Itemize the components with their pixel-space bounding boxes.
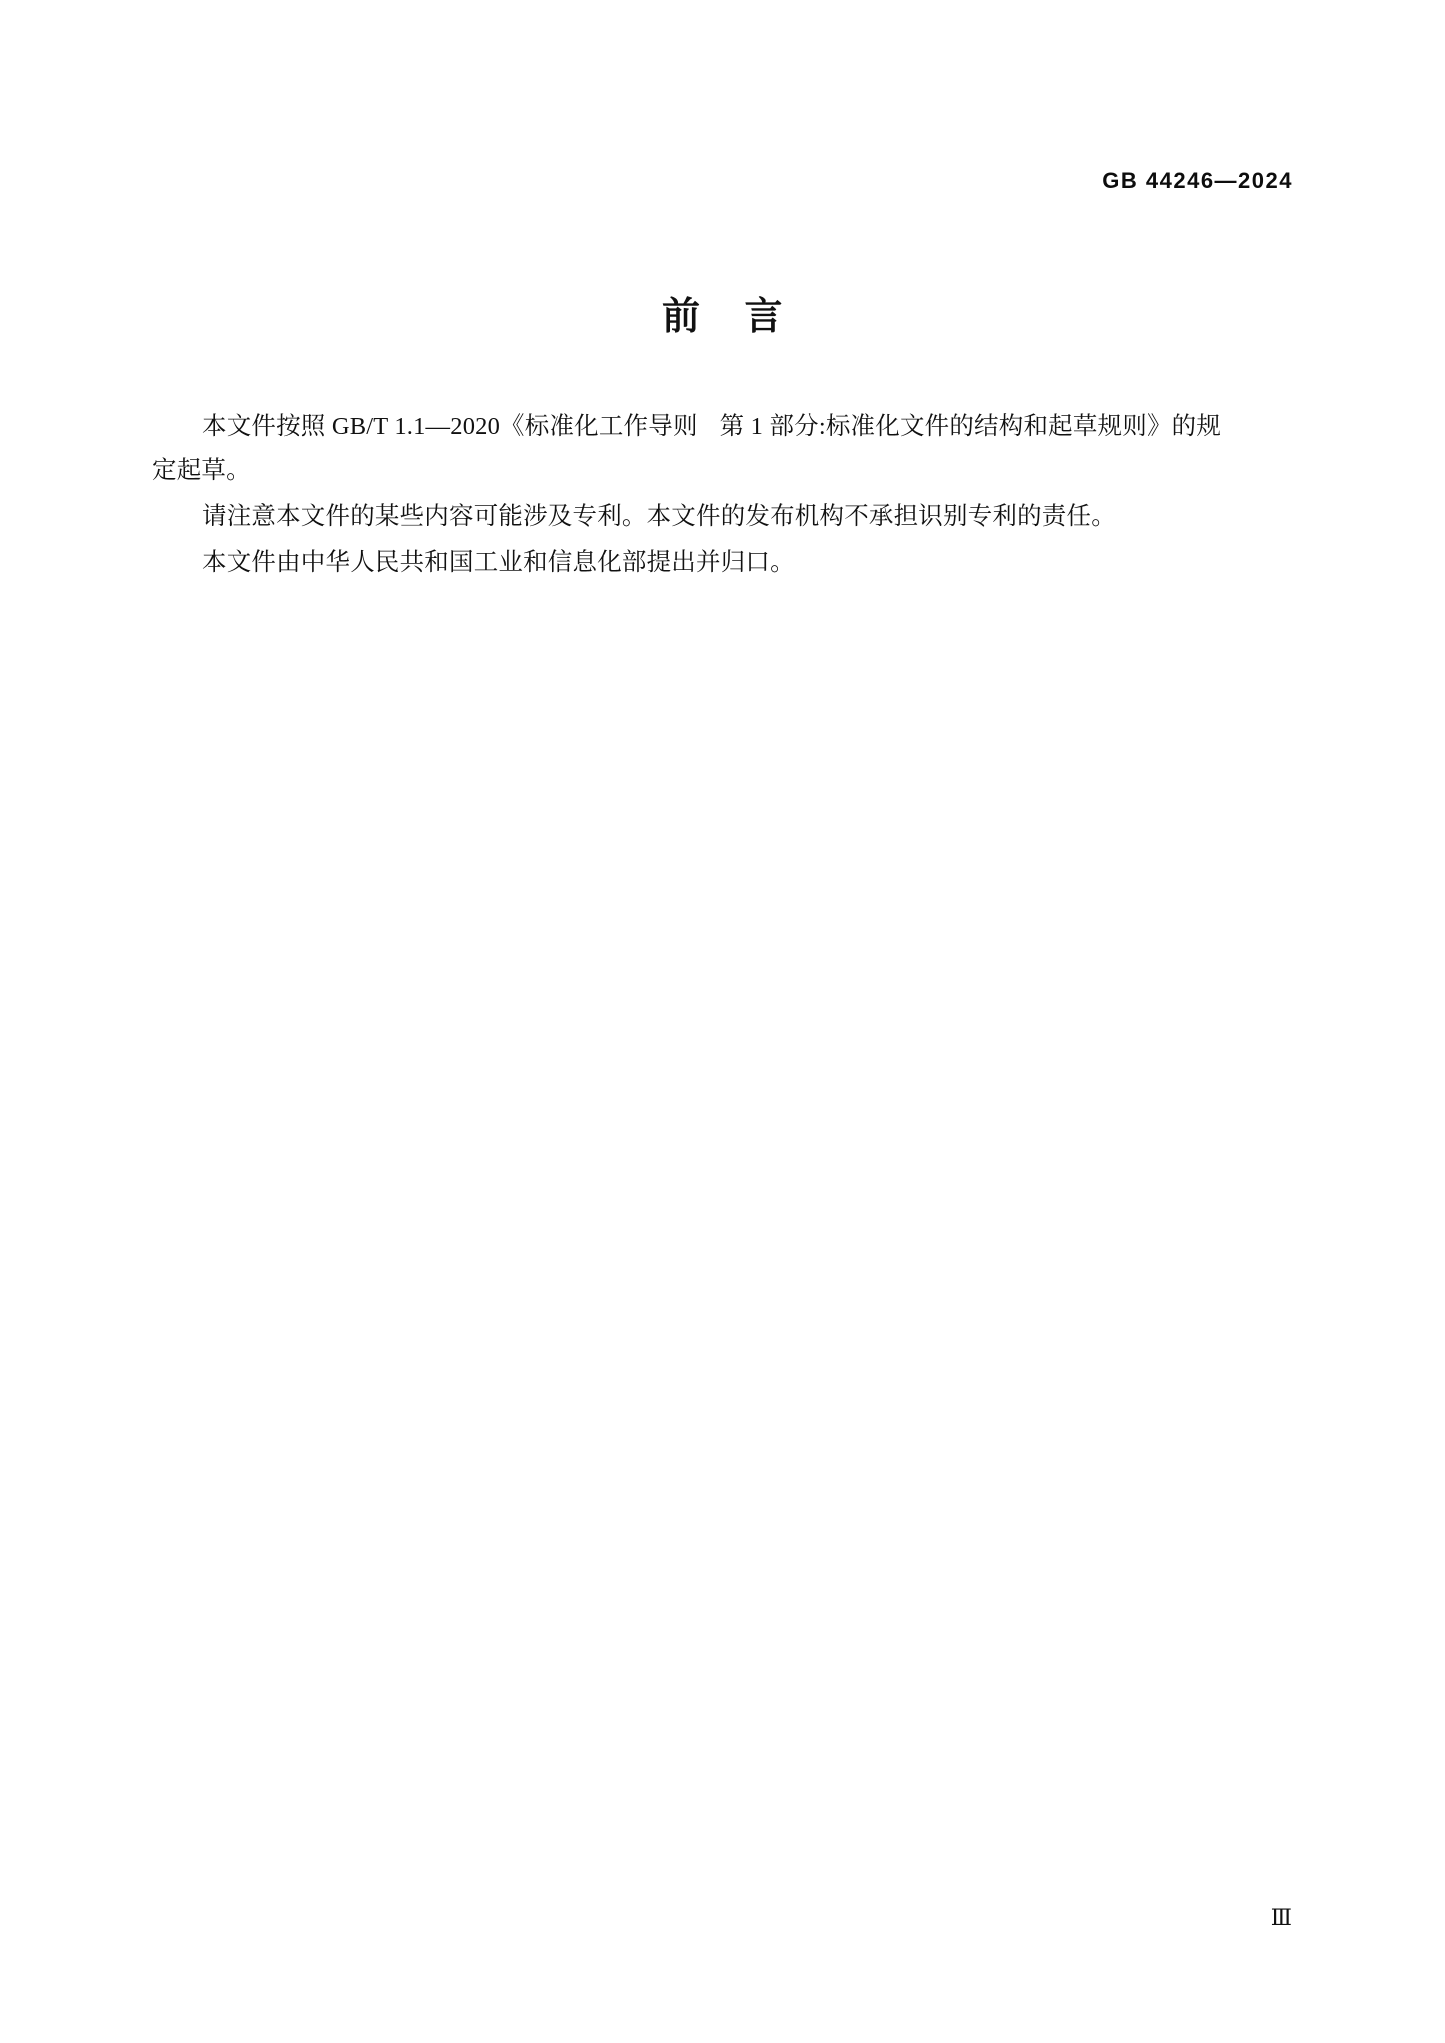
paragraph-2 xyxy=(152,495,1292,539)
page-title-char-1: 前 xyxy=(661,294,701,338)
paragraph-3-text: 本文件由中华人民共和国工业和信息化部提出并归口。 xyxy=(202,549,795,576)
paragraph-1-segment-3: 定起草。 xyxy=(152,457,251,484)
page-title-char-2: 言 xyxy=(744,294,784,338)
paragraph-2-text: 请注意本文件的某些内容可能涉及专利。本文件的发布机构不承担识别专利的责任。 xyxy=(202,503,1116,530)
paragraph-3 xyxy=(152,541,1292,585)
paragraph-1 xyxy=(152,405,1292,493)
paragraph-1-segment-1: 本文件按照 GB/T 1.1—2020《标准化工作导则 xyxy=(202,413,698,440)
foreword-body xyxy=(152,405,1292,585)
page-title xyxy=(0,285,1445,340)
page-header-standard-number: GB 44246—2024 xyxy=(1102,168,1293,193)
page-number: Ⅲ xyxy=(1270,1905,1293,1930)
paragraph-1-segment-2: 第 1 部分:标准化文件的结构和起草规则》的规 xyxy=(719,413,1222,440)
